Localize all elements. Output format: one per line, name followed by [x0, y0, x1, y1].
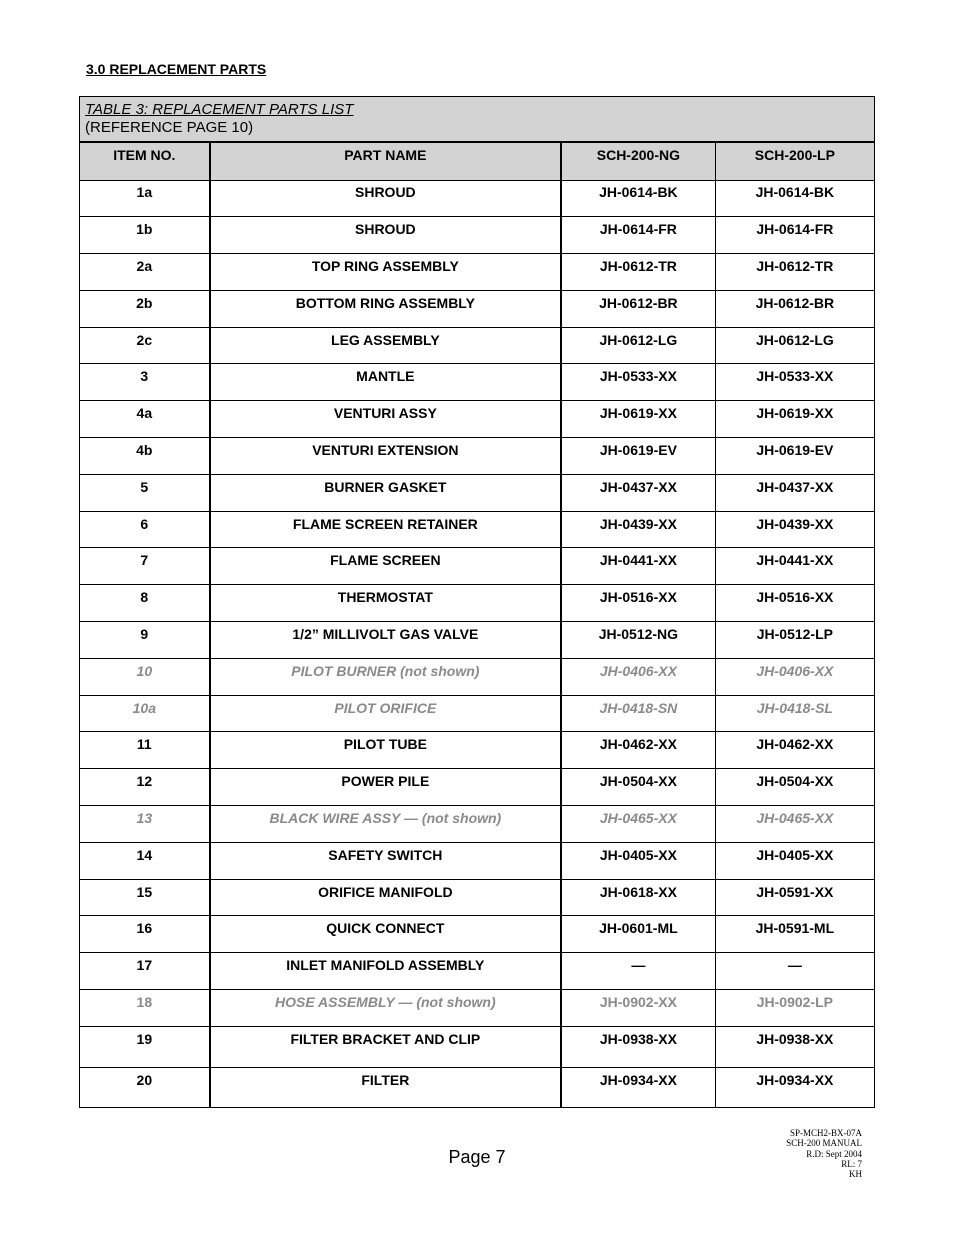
table-title: TABLE 3: REPLACEMENT PARTS LIST — [85, 101, 354, 118]
sch-200-ng-part-cell: JH-0441-XX — [561, 548, 715, 585]
sch-200-ng-part-cell: JH-0533-XX — [561, 364, 715, 401]
part-name-cell: THERMOSTAT — [210, 585, 561, 622]
section-heading: 3.0 REPLACEMENT PARTS — [86, 61, 267, 77]
sch-200-ng-part-cell: JH-0504-XX — [561, 769, 715, 806]
part-name-cell: TOP RING ASSEMBLY — [210, 254, 561, 291]
sch-200-lp-part-cell: JH-0516-XX — [715, 585, 874, 622]
part-name-cell: FILTER BRACKET AND CLIP — [210, 1026, 561, 1067]
sch-200-lp-part-cell: JH-0938-XX — [715, 1026, 874, 1067]
sch-200-lp-part-cell: JH-0462-XX — [715, 732, 874, 769]
doc-code: SP-MCH2-BX-07A — [789, 1128, 862, 1138]
sch-200-lp-part-cell: JH-0465-XX — [715, 806, 874, 843]
table-caption — [80, 97, 875, 143]
sch-200-ng-part-cell: JH-0612-TR — [561, 254, 715, 291]
table-row — [80, 953, 875, 990]
table-row — [80, 474, 875, 511]
sch-200-ng-part-cell: JH-0902-XX — [561, 990, 715, 1027]
item-number-cell: 17 — [80, 953, 210, 990]
item-number-cell: 10 — [80, 658, 210, 695]
item-number-cell: 9 — [80, 622, 210, 659]
sch-200-lp-part-cell: JH-0614-FR — [715, 217, 874, 254]
table-row — [80, 622, 875, 659]
part-name-cell: 1/2” MILLIVOLT GAS VALVE — [210, 622, 561, 659]
sch-200-ng-part-cell: JH-0612-LG — [561, 327, 715, 364]
sch-200-ng-part-cell: — — [561, 953, 715, 990]
table-row — [80, 658, 875, 695]
sch-200-ng-part-cell: JH-0465-XX — [561, 806, 715, 843]
item-number-cell: 8 — [80, 585, 210, 622]
table-row — [80, 879, 875, 916]
part-name-cell: FILTER — [210, 1067, 561, 1107]
sch-200-lp-part-cell: JH-0418-SL — [715, 695, 874, 732]
item-number-cell: 4a — [80, 401, 210, 438]
table-row — [80, 806, 875, 843]
item-number-cell: 5 — [80, 474, 210, 511]
item-number-cell: 18 — [80, 990, 210, 1027]
part-name-cell: BURNER GASKET — [210, 474, 561, 511]
sch-200-ng-part-cell: JH-0601-ML — [561, 916, 715, 953]
table-row — [80, 990, 875, 1027]
part-name-cell: POWER PILE — [210, 769, 561, 806]
table-row — [80, 290, 875, 327]
sch-200-lp-part-cell: JH-0612-TR — [715, 254, 874, 291]
sch-200-ng-part-cell: JH-0612-BR — [561, 290, 715, 327]
header-sch-200-lp: SCH-200-LP — [715, 142, 874, 180]
sch-200-ng-part-cell: JH-0934-XX — [561, 1067, 715, 1107]
sch-200-lp-part-cell: JH-0504-XX — [715, 769, 874, 806]
sch-200-ng-part-cell: JH-0619-XX — [561, 401, 715, 438]
table-body — [80, 180, 875, 1107]
part-name-cell: BOTTOM RING ASSEMBLY — [210, 290, 561, 327]
part-name-cell: FLAME SCREEN RETAINER — [210, 511, 561, 548]
item-number-cell: 13 — [80, 806, 210, 843]
item-number-cell: 3 — [80, 364, 210, 401]
table-row — [80, 327, 875, 364]
sch-200-lp-part-cell: JH-0591-ML — [715, 916, 874, 953]
item-number-cell: 11 — [80, 732, 210, 769]
table-row — [80, 769, 875, 806]
table-row — [80, 438, 875, 475]
table-row — [80, 1026, 875, 1067]
replacement-parts-table — [79, 96, 875, 1108]
item-number-cell: 15 — [80, 879, 210, 916]
sch-200-ng-part-cell: JH-0406-XX — [561, 658, 715, 695]
item-number-cell: 20 — [80, 1067, 210, 1107]
sch-200-ng-part-cell: JH-0614-BK — [561, 180, 715, 217]
table-row — [80, 695, 875, 732]
sch-200-lp-part-cell: JH-0405-XX — [715, 842, 874, 879]
part-name-cell: LEG ASSEMBLY — [210, 327, 561, 364]
part-name-cell: SHROUD — [210, 217, 561, 254]
table-row — [80, 401, 875, 438]
item-number-cell: 4b — [80, 438, 210, 475]
sch-200-lp-part-cell: JH-0902-LP — [715, 990, 874, 1027]
sch-200-ng-part-cell: JH-0462-XX — [561, 732, 715, 769]
table-row — [80, 217, 875, 254]
item-number-cell: 2a — [80, 254, 210, 291]
sch-200-lp-part-cell: JH-0614-BK — [715, 180, 874, 217]
sch-200-ng-part-cell: JH-0405-XX — [561, 842, 715, 879]
part-name-cell: PILOT ORIFICE — [210, 695, 561, 732]
sch-200-lp-part-cell: JH-0619-EV — [715, 438, 874, 475]
table-row — [80, 511, 875, 548]
table-reference: (REFERENCE PAGE 10) — [85, 119, 254, 136]
sch-200-lp-part-cell: JH-0533-XX — [715, 364, 874, 401]
sch-200-lp-part-cell: JH-0406-XX — [715, 658, 874, 695]
doc-revision-level: RL: 7 — [841, 1158, 862, 1169]
item-number-cell: 12 — [80, 769, 210, 806]
part-name-cell: PILOT TUBE — [210, 732, 561, 769]
sch-200-lp-part-cell: JH-0619-XX — [715, 401, 874, 438]
page-number: Page 7 — [448, 1147, 506, 1167]
part-name-cell: VENTURI ASSY — [210, 401, 561, 438]
part-name-cell: ORIFICE MANIFOLD — [210, 879, 561, 916]
table-caption-row — [80, 97, 875, 143]
part-name-cell: SAFETY SWITCH — [210, 842, 561, 879]
sch-200-ng-part-cell: JH-0516-XX — [561, 585, 715, 622]
sch-200-ng-part-cell: JH-0619-EV — [561, 438, 715, 475]
header-sch-200-ng: SCH-200-NG — [561, 142, 715, 180]
document-info-block — [786, 1128, 862, 1179]
sch-200-ng-part-cell: JH-0618-XX — [561, 879, 715, 916]
item-number-cell: 14 — [80, 842, 210, 879]
table-row — [80, 254, 875, 291]
doc-revision-date: R.D: Sept 2004 — [806, 1148, 862, 1159]
item-number-cell: 1b — [80, 217, 210, 254]
sch-200-lp-part-cell: JH-0591-XX — [715, 879, 874, 916]
item-number-cell: 10a — [80, 695, 210, 732]
sch-200-ng-part-cell: JH-0437-XX — [561, 474, 715, 511]
table-row — [80, 842, 875, 879]
sch-200-ng-part-cell: JH-0938-XX — [561, 1026, 715, 1067]
part-name-cell: FLAME SCREEN — [210, 548, 561, 585]
header-part-name: PART NAME — [210, 142, 561, 180]
sch-200-ng-part-cell: JH-0512-NG — [561, 622, 715, 659]
item-number-cell: 1a — [80, 180, 210, 217]
table-header-row — [80, 142, 875, 180]
item-number-cell: 7 — [80, 548, 210, 585]
sch-200-lp-part-cell: JH-0612-LG — [715, 327, 874, 364]
sch-200-lp-part-cell: JH-0612-BR — [715, 290, 874, 327]
table-row — [80, 916, 875, 953]
item-number-cell: 2b — [80, 290, 210, 327]
doc-manual: SCH-200 MANUAL — [786, 1138, 862, 1149]
sch-200-lp-part-cell: JH-0439-XX — [715, 511, 874, 548]
part-name-cell: VENTURI EXTENSION — [210, 438, 561, 475]
doc-initials: KH — [849, 1169, 862, 1180]
item-number-cell: 2c — [80, 327, 210, 364]
sch-200-lp-part-cell: JH-0934-XX — [715, 1067, 874, 1107]
part-name-cell: MANTLE — [210, 364, 561, 401]
sch-200-ng-part-cell: JH-0418-SN — [561, 695, 715, 732]
sch-200-lp-part-cell: JH-0437-XX — [715, 474, 874, 511]
table-row — [80, 548, 875, 585]
sch-200-ng-part-cell: JH-0614-FR — [561, 217, 715, 254]
part-name-cell: INLET MANIFOLD ASSEMBLY — [210, 953, 561, 990]
part-name-cell: SHROUD — [210, 180, 561, 217]
header-item-no: ITEM NO. — [80, 142, 210, 180]
table-row — [80, 1067, 875, 1107]
part-name-cell: PILOT BURNER (not shown) — [210, 658, 561, 695]
sch-200-ng-part-cell: JH-0439-XX — [561, 511, 715, 548]
item-number-cell: 16 — [80, 916, 210, 953]
part-name-cell: HOSE ASSEMBLY — (not shown) — [210, 990, 561, 1027]
table-row — [80, 585, 875, 622]
table-row — [80, 364, 875, 401]
part-name-cell: BLACK WIRE ASSY — (not shown) — [210, 806, 561, 843]
sch-200-lp-part-cell: — — [715, 953, 874, 990]
part-name-cell: QUICK CONNECT — [210, 916, 561, 953]
item-number-cell: 6 — [80, 511, 210, 548]
sch-200-lp-part-cell: JH-0512-LP — [715, 622, 874, 659]
sch-200-lp-part-cell: JH-0441-XX — [715, 548, 874, 585]
table-row — [80, 732, 875, 769]
table-row — [80, 180, 875, 217]
item-number-cell: 19 — [80, 1026, 210, 1067]
